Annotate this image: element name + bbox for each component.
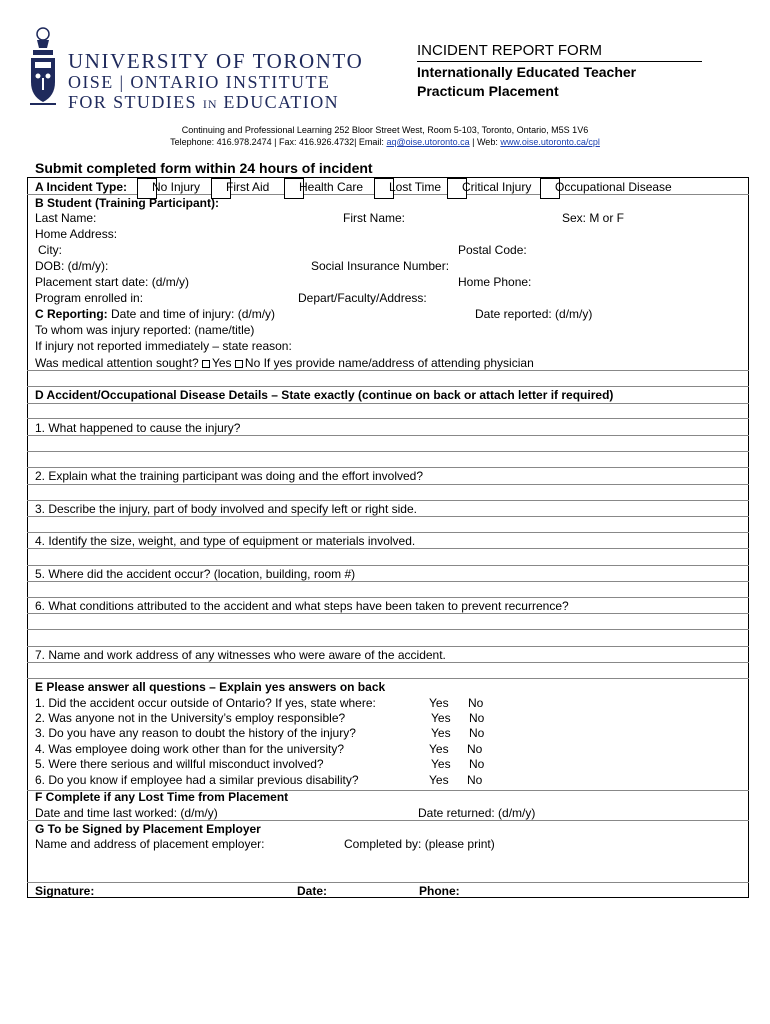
row-divider (27, 548, 749, 549)
date-time-injury-field[interactable]: C Reporting: Date and time of injury: (d/m/y) (35, 307, 276, 321)
title-underline (417, 61, 702, 62)
row-divider (27, 467, 749, 468)
question-e4: 4. Was employee doing work other than for the university? (35, 742, 345, 756)
section-e-heading: E Please answer all questions – Explain yes answers on back (35, 680, 386, 694)
e2-yes-option[interactable]: Yes (431, 711, 451, 725)
employer-field[interactable]: Name and address of placement employer: (35, 837, 265, 851)
row-divider (27, 820, 749, 821)
row-divider (27, 484, 749, 485)
row-divider (27, 532, 749, 533)
row-divider (27, 646, 749, 647)
completed-by-field[interactable]: Completed by: (please print) (344, 837, 495, 851)
row-divider (27, 581, 749, 582)
home-address-field[interactable]: Home Address: (35, 227, 118, 241)
row-divider (27, 597, 749, 598)
section-d-heading: D Accident/Occupational Disease Details – State exactly (continue on back or attach letter if required) (35, 388, 614, 402)
e2-no-option[interactable]: No (469, 711, 485, 725)
section-f-heading: F Complete if any Lost Time from Placement (35, 790, 289, 804)
program-field[interactable]: Program enrolled in: (35, 291, 144, 305)
row-divider (27, 629, 749, 630)
e3-no-option[interactable]: No (469, 726, 485, 740)
e5-yes-option[interactable]: Yes (431, 757, 451, 771)
question-d6: 6. What conditions attributed to the accident and what steps have been taken to prevent recurrence? (35, 599, 569, 613)
question-e3: 3. Do you have any reason to doubt the history of the injury? (35, 726, 356, 740)
city-field[interactable]: City: (38, 243, 62, 257)
question-e5: 5. Were there serious and willful misconduct involved? (35, 757, 324, 771)
signature-field[interactable]: Signature: (35, 884, 95, 898)
question-e2: 2. Was anyone not in the University’s employ responsible? (35, 711, 346, 725)
email-link[interactable]: aq@oise.utoronto.ca (386, 137, 470, 147)
e6-no-option[interactable]: No (467, 773, 483, 787)
row-divider (27, 882, 749, 883)
institute-name-line1: OISE | ONTARIO INSTITUTE (68, 72, 331, 92)
e6-yes-option[interactable]: Yes (429, 773, 449, 787)
question-e6: 6. Do you know if employee had a similar previous disability? (35, 773, 359, 787)
form-subtitle-line1: Internationally Educated Teacher (417, 64, 637, 80)
medical-attention-row: Was medical attention sought? Yes No If yes provide name/address of attending physician (35, 356, 534, 370)
last-name-field[interactable]: Last Name: (35, 211, 97, 225)
section-g-heading: G To be Signed by Placement Employer (35, 822, 261, 836)
section-a-label: A Incident Type: (35, 180, 128, 194)
row-divider (27, 662, 749, 663)
e1-no-option[interactable]: No (468, 696, 484, 710)
date-returned-field[interactable]: Date returned: (d/m/y) (418, 806, 536, 820)
last-worked-field[interactable]: Date and time last worked: (d/m/y) (35, 806, 218, 820)
e3-yes-option[interactable]: Yes (431, 726, 451, 740)
row-divider (27, 386, 749, 387)
sex-field[interactable]: Sex: M or F (562, 211, 625, 225)
date-reported-field[interactable]: Date reported: (d/m/y) (475, 307, 593, 321)
medical-no-checkbox[interactable] (235, 360, 243, 368)
no-injury-label: No Injury (152, 180, 201, 194)
home-phone-field[interactable]: Home Phone: (458, 275, 532, 289)
university-name: UNIVERSITY OF TORONTO (68, 49, 364, 73)
employer-phone-field[interactable]: Phone: (419, 884, 460, 898)
row-divider (27, 403, 749, 404)
section-b-heading: B Student (Training Participant): (35, 196, 220, 210)
health-care-label: Health Care (299, 180, 364, 194)
row-divider (27, 370, 749, 371)
row-divider (27, 451, 749, 452)
placement-start-field[interactable]: Placement start date: (d/m/y) (35, 275, 190, 289)
row-divider (27, 500, 749, 501)
row-divider (27, 516, 749, 517)
occupational-disease-label: Occupational Disease (555, 180, 672, 194)
question-e1: 1. Did the accident occur outside of Ontario? If yes, state where: (35, 696, 376, 710)
row-divider (27, 565, 749, 566)
question-d4: 4. Identify the size, weight, and type of equipment or materials involved. (35, 534, 416, 548)
e4-yes-option[interactable]: Yes (429, 742, 449, 756)
row-divider (27, 418, 749, 419)
institute-name-line2: FOR STUDIES IN EDUCATION (68, 92, 339, 112)
question-d7: 7. Name and work address of any witnesses who were aware of the accident. (35, 648, 446, 662)
form-subtitle-line2: Practicum Placement (417, 83, 559, 99)
submit-note: Submit completed form within 24 hours of incident (35, 160, 373, 176)
postal-code-field[interactable]: Postal Code: (458, 243, 527, 257)
dob-field[interactable]: DOB: (d/m/y): (35, 259, 109, 273)
question-d2: 2. Explain what the training participant was doing and the effort involved? (35, 469, 424, 483)
e4-no-option[interactable]: No (467, 742, 483, 756)
lost-time-label: Lost Time (389, 180, 442, 194)
critical-injury-label: Critical Injury (462, 180, 532, 194)
e1-yes-option[interactable]: Yes (429, 696, 449, 710)
department-field[interactable]: Depart/Faculty/Address: (298, 291, 427, 305)
sin-field[interactable]: Social Insurance Number: (311, 259, 450, 273)
row-divider (27, 678, 749, 679)
first-name-field[interactable]: First Name: (343, 211, 406, 225)
row-divider (27, 435, 749, 436)
contact-details: Telephone: 416.978.2474 | Fax: 416.926.4732| Email: aq@oise.utoronto.ca | Web: www.oise.utoronto.ca/cpl (170, 137, 600, 147)
form-title: INCIDENT REPORT FORM (417, 42, 603, 59)
e5-no-option[interactable]: No (469, 757, 485, 771)
contact-address: Continuing and Professional Learning 252 Bloor Street West, Room 5-103, Toronto, Ontario, M5S 1V6 (181, 125, 589, 135)
signature-date-field[interactable]: Date: (297, 884, 328, 898)
question-d1: 1. What happened to cause the injury? (35, 421, 241, 435)
question-d3: 3. Describe the injury, part of body involved and specify left or right side. (35, 502, 417, 516)
first-aid-label: First Aid (226, 180, 270, 194)
reported-to-field[interactable]: To whom was injury reported: (name/title) (35, 323, 255, 337)
not-reported-reason-field[interactable]: If injury not reported immediately – state reason: (35, 339, 292, 353)
university-crest-logo (28, 26, 58, 110)
medical-yes-checkbox[interactable] (202, 360, 210, 368)
row-divider (27, 613, 749, 614)
question-d5: 5. Where did the accident occur? (location, building, room #) (35, 567, 356, 581)
website-link[interactable]: www.oise.utoronto.ca/cpl (500, 137, 600, 147)
